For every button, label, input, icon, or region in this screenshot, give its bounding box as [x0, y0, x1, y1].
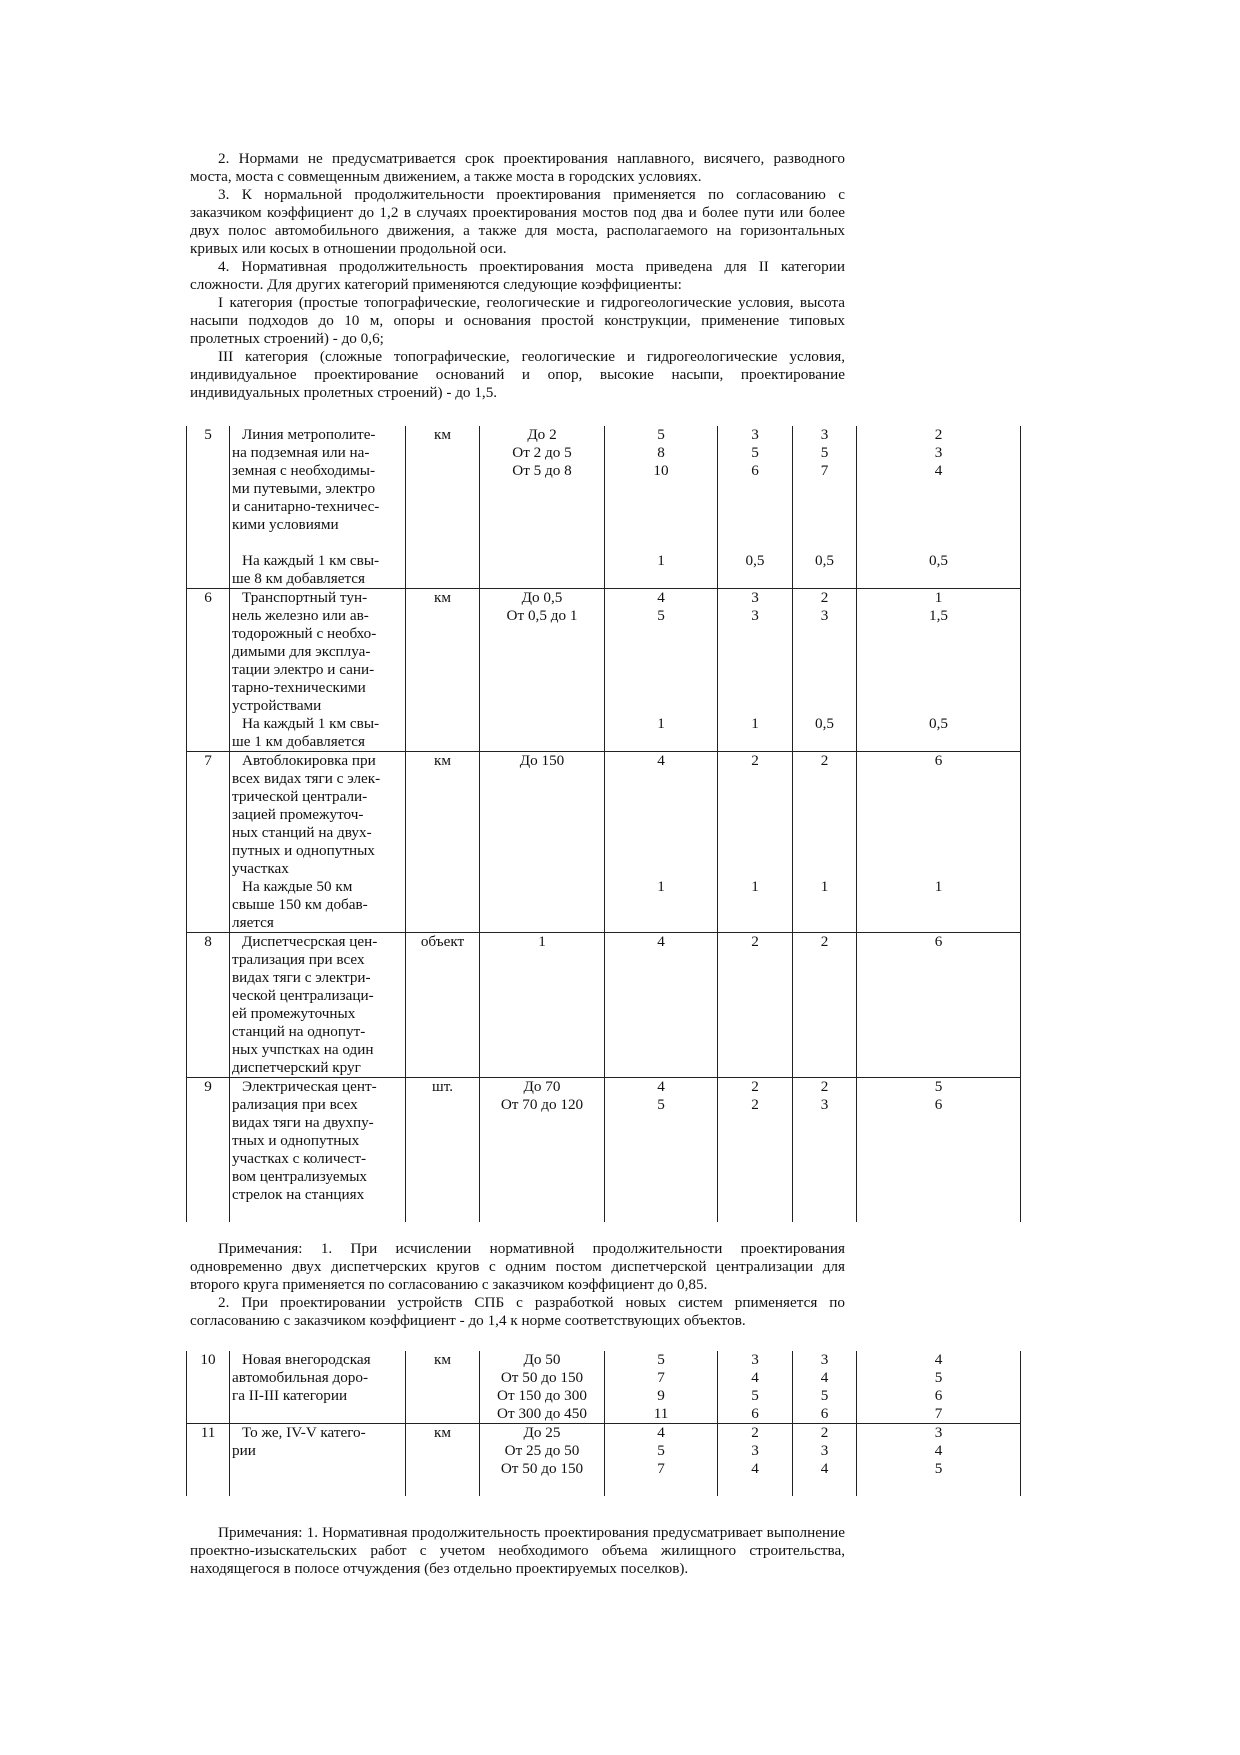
blank-line: [718, 661, 792, 679]
blank-line: [232, 1460, 403, 1478]
object-name-line: зацией промежуточ-: [232, 806, 364, 823]
duration-cell-4: [857, 1424, 1021, 1497]
blank-line: [605, 770, 717, 788]
blank-line: [793, 516, 856, 534]
blank-line: [857, 860, 1020, 878]
object-name-line: тодорожный с необхо-: [232, 625, 377, 642]
additional-duration-value: 0,5: [815, 552, 834, 569]
note-paragraph: 2. При проектировании устройств СПБ с разработкой новых систем рпименяется по согласованию с заказчиком коэффициент - до 1,4 к норме соответствующих объектов.: [190, 1294, 845, 1329]
capacity-range: До 2: [527, 426, 557, 443]
duration-value: 3: [820, 1096, 829, 1113]
duration-value: 2: [934, 426, 943, 443]
object-name-cell: [230, 1351, 406, 1424]
row-number: 5: [204, 426, 212, 443]
blank-line: [718, 788, 792, 806]
blank-line: [857, 661, 1020, 679]
duration-cell-2: [718, 1351, 793, 1424]
duration-value: 9: [657, 1387, 665, 1404]
duration-value: 1: [934, 589, 943, 606]
duration-value: 2: [751, 1078, 759, 1095]
duration-cell-1: [605, 1078, 718, 1223]
blank-line: [857, 806, 1020, 824]
duration-value: 2: [820, 933, 829, 950]
additional-note-line: На каждые 50 км: [242, 878, 353, 895]
object-name-line: нель железно или ав-: [232, 607, 369, 624]
capacity-range: От 50 до 150: [500, 1460, 584, 1477]
duration-value: 2: [820, 1078, 829, 1095]
row-number: 8: [204, 933, 212, 950]
capacity-range-cell: [480, 933, 605, 1078]
row-number-cell: [187, 1351, 230, 1424]
duration-cell-3: [793, 752, 857, 933]
object-name-line: вом централизуемых: [232, 1168, 367, 1185]
blank-line: [605, 643, 717, 661]
object-name-line: путных и однопутных: [232, 842, 375, 859]
note-paragraph: Примечания: 1. При исчислении нормативной продолжительности проектирования одновременно двух диспетчерских кругов с одним постом диспетчерской централизации для второго круга применяется по согласованию с заказчиком коэффициент до 0,85.: [190, 1240, 845, 1293]
additional-duration-value: 1: [751, 715, 759, 732]
duration-value: 3: [820, 1442, 829, 1459]
duration-cell-4: [857, 426, 1021, 589]
object-name-line: ей промежуточных: [232, 1005, 356, 1022]
duration-value: 5: [657, 1442, 665, 1459]
capacity-range-cell: [480, 1424, 605, 1497]
duration-value: 11: [653, 1405, 669, 1422]
blank-line: [605, 842, 717, 860]
duration-value: 5: [751, 444, 759, 461]
object-name-line: ных учпстках на один: [232, 1041, 374, 1058]
object-name-line: димыми для эксплуа-: [232, 643, 371, 660]
row-number-cell: [187, 589, 230, 752]
duration-value: 6: [820, 1405, 829, 1422]
table-row: [187, 1351, 1021, 1424]
blank-line: [605, 806, 717, 824]
blank-line: [718, 697, 792, 715]
norms-table-1: [186, 426, 1021, 1222]
blank-line: [793, 697, 856, 715]
duration-value: 3: [934, 444, 943, 461]
object-name-line: Новая внегородская: [242, 1351, 371, 1368]
object-name-line: стрелок на станциях: [232, 1186, 365, 1203]
intro-paragraph: 2. Нормами не предусматривается срок проектирования наплавного, висячего, разводного моста, моста с совмещенным движением, а также моста в городских условиях.: [190, 150, 845, 185]
blank-line: [857, 534, 1020, 552]
object-name-cell: [230, 589, 406, 752]
duration-value: 2: [751, 752, 759, 769]
capacity-range: От 50 до 150: [500, 1369, 584, 1386]
blank-line: [857, 679, 1020, 697]
blank-line: [793, 625, 856, 643]
duration-cell-4: [857, 933, 1021, 1078]
row-number: 11: [200, 1424, 216, 1441]
capacity-range: До 0,5: [521, 589, 563, 606]
blank-line: [718, 643, 792, 661]
duration-value: 3: [820, 426, 829, 443]
unit-cell: [406, 752, 480, 933]
additional-duration-value: 0,5: [929, 552, 948, 569]
additional-note-line: ше 1 км добавляется: [232, 733, 366, 750]
blank-line: [605, 679, 717, 697]
duration-cell-3: [793, 589, 857, 752]
additional-duration-value: 0,5: [815, 715, 834, 732]
duration-cell-1: [605, 1424, 718, 1497]
unit-cell: [406, 933, 480, 1078]
duration-cell-1: [605, 933, 718, 1078]
unit-value: шт.: [432, 1078, 453, 1095]
duration-value: 2: [820, 1424, 829, 1441]
duration-value: 5: [820, 1387, 829, 1404]
blank-line: [718, 842, 792, 860]
duration-value: 4: [657, 933, 665, 950]
duration-value: 6: [751, 462, 759, 479]
object-name-line: участках: [232, 860, 289, 877]
blank-line: [232, 534, 403, 552]
duration-cell-3: [793, 1078, 857, 1223]
object-name-cell: [230, 1078, 406, 1223]
object-name-line: га II-III категории: [232, 1387, 348, 1404]
unit-cell: [406, 1424, 480, 1497]
object-name-line: устройствами: [232, 697, 322, 714]
blank-line: [793, 824, 856, 842]
duration-cell-2: [718, 589, 793, 752]
additional-note-line: ляется: [232, 914, 274, 931]
blank-line: [793, 480, 856, 498]
object-name-cell: [230, 1424, 406, 1497]
duration-value: 5: [657, 426, 665, 443]
capacity-range-cell: [480, 1078, 605, 1223]
row-number-cell: [187, 1424, 230, 1497]
row-number-cell: [187, 426, 230, 589]
duration-cell-3: [793, 1424, 857, 1497]
blank-line: [793, 534, 856, 552]
object-name-line: видах тяги с электри-: [232, 969, 371, 986]
unit-value: км: [434, 752, 451, 769]
blank-line: [605, 534, 717, 552]
duration-value: 4: [657, 752, 665, 769]
capacity-range: До 50: [523, 1351, 561, 1368]
blank-line: [605, 480, 717, 498]
capacity-range: От 2 до 5: [512, 444, 572, 461]
duration-value: 6: [934, 1096, 943, 1113]
capacity-range: От 5 до 8: [512, 462, 572, 479]
capacity-range: От 70 до 120: [500, 1096, 584, 1113]
duration-value: 5: [820, 444, 829, 461]
row-number: 9: [204, 1078, 212, 1095]
object-name-line: ми путевыми, электро: [232, 480, 376, 497]
duration-value: 3: [751, 1351, 759, 1368]
blank-line: [857, 643, 1020, 661]
duration-value: 4: [934, 1442, 943, 1459]
duration-value: 4: [657, 1424, 665, 1441]
duration-value: 4: [657, 1078, 665, 1095]
additional-duration-value: 0,5: [745, 552, 765, 569]
unit-value: объект: [420, 933, 465, 950]
blank-line: [857, 480, 1020, 498]
row-number: 6: [204, 589, 212, 606]
additional-note-line: На каждый 1 км свы-: [242, 715, 380, 732]
blank-line: [857, 842, 1020, 860]
duration-value: 4: [657, 589, 665, 606]
object-name-line: всех видах тяги с элек-: [232, 770, 381, 787]
blank-line: [857, 625, 1020, 643]
object-name-line: Диспетчесрская цен-: [242, 933, 378, 950]
table-row: [187, 1078, 1021, 1223]
blank-line: [793, 842, 856, 860]
blank-line: [718, 498, 792, 516]
duration-cell-3: [793, 426, 857, 589]
additional-duration-value: 1: [657, 878, 665, 895]
notes-block-2: [190, 1524, 845, 1578]
object-name-line: диспетчерский круг: [232, 1059, 361, 1076]
duration-value: 7: [657, 1369, 665, 1386]
duration-cell-2: [718, 426, 793, 589]
duration-value: 2: [751, 1424, 759, 1441]
intro-paragraph: 3. К нормальной продолжительности проектирования применяется по согласованию с заказчиком коэффициент до 1,2 в случаях проектирования мостов под два и более пути или более двух полос автомобильного движения, а также для моста, располагаемого на горизонтальных кривых или косых в отношении продольной оси.: [190, 186, 845, 257]
duration-value: 7: [934, 1405, 943, 1422]
blank-line: [605, 824, 717, 842]
duration-cell-2: [718, 752, 793, 933]
duration-value: 3: [751, 589, 759, 606]
note-paragraph: Примечания: 1. Нормативная продолжительность проектирования предусматривает выполнение проектно-изыскательских работ с учетом необходимого объема жилищного строительства, находящегося в полосе отчуждения (без отдельно проектируемых поселков).: [190, 1524, 845, 1577]
intro-paragraph: 4. Нормативная продолжительность проектирования моста приведена для II категории сложности. Для других категорий применяются следующие коэффициенты:: [190, 258, 845, 293]
blank-line: [793, 679, 856, 697]
duration-cell-2: [718, 1424, 793, 1497]
duration-value: 6: [934, 933, 943, 950]
blank-line: [232, 1405, 403, 1423]
duration-cell-1: [605, 752, 718, 933]
row-number: 10: [200, 1351, 216, 1368]
object-name-line: автомобильная доро-: [232, 1369, 369, 1386]
blank-line: [605, 697, 717, 715]
object-name-cell: [230, 933, 406, 1078]
additional-duration-value: 0,5: [929, 715, 948, 732]
blank-line: [793, 643, 856, 661]
blank-line: [718, 625, 792, 643]
blank-line: [793, 661, 856, 679]
duration-value: 2: [820, 752, 829, 769]
duration-value: 5: [934, 1369, 943, 1386]
duration-value: 2: [751, 933, 759, 950]
duration-value: 5: [657, 607, 665, 624]
capacity-range: От 300 до 450: [497, 1405, 587, 1422]
duration-cell-2: [718, 933, 793, 1078]
unit-cell: [406, 1078, 480, 1223]
object-name-line: земная с необходимы-: [232, 462, 376, 479]
additional-duration-value: 1: [751, 878, 759, 895]
additional-duration-value: 1: [934, 878, 943, 895]
duration-cell-4: [857, 589, 1021, 752]
blank-line: [857, 788, 1020, 806]
blank-line: [718, 860, 792, 878]
unit-cell: [406, 1351, 480, 1424]
additional-duration-value: 1: [820, 878, 829, 895]
object-name-line: трической централи-: [232, 788, 368, 805]
object-name-line: тации электро и сани-: [232, 661, 375, 678]
additional-duration-value: 1: [657, 715, 665, 732]
object-name-line: и санитарно-техничес-: [232, 498, 380, 515]
blank-line: [718, 480, 792, 498]
norms-table-2: [186, 1351, 1021, 1496]
blank-line: [718, 534, 792, 552]
additional-note-line: свыше 150 км добав-: [232, 896, 368, 913]
blank-line: [605, 625, 717, 643]
unit-value: км: [434, 1424, 451, 1441]
object-name-line: То же, IV-V катего-: [242, 1424, 366, 1441]
duration-cell-3: [793, 933, 857, 1078]
blank-line: [857, 824, 1020, 842]
duration-value: 5: [934, 1078, 943, 1095]
blank-line: [857, 498, 1020, 516]
object-name-line: станций на однопут-: [232, 1023, 366, 1040]
blank-line: [793, 498, 856, 516]
duration-value: 6: [751, 1405, 759, 1422]
object-name-line: кими условиями: [232, 516, 339, 533]
notes-block-1: [190, 1240, 845, 1330]
blank-line: [605, 788, 717, 806]
blank-line: [718, 770, 792, 788]
capacity-range: До 150: [519, 752, 565, 769]
object-name-cell: [230, 752, 406, 933]
capacity-range: От 0,5 до 1: [506, 607, 578, 624]
capacity-range-cell: [480, 1351, 605, 1424]
duration-cell-4: [857, 1351, 1021, 1424]
capacity-range: До 70: [523, 1078, 561, 1095]
blank-line: [793, 806, 856, 824]
duration-cell-4: [857, 752, 1021, 933]
duration-value: 3: [751, 1442, 759, 1459]
blank-line: [857, 516, 1020, 534]
duration-value: 3: [820, 607, 829, 624]
capacity-range: 1: [538, 933, 546, 950]
blank-line: [857, 770, 1020, 788]
additional-duration-value: 1: [657, 552, 665, 569]
duration-value: 4: [820, 1460, 829, 1477]
object-name-line: видах тяги на двухпу-: [232, 1114, 374, 1131]
duration-value: 4: [934, 462, 943, 479]
duration-value: 2: [820, 589, 829, 606]
blank-line: [718, 516, 792, 534]
duration-value: 4: [820, 1369, 829, 1386]
intro-text: [190, 150, 845, 402]
duration-cell-1: [605, 589, 718, 752]
duration-cell-2: [718, 1078, 793, 1223]
object-name-line: рии: [232, 1442, 256, 1459]
object-name-line: Транспортный тун-: [242, 589, 368, 606]
duration-cell-1: [605, 1351, 718, 1424]
object-name-line: трализация при всех: [232, 951, 365, 968]
duration-value: 5: [657, 1096, 665, 1113]
object-name-line: Электрическая цент-: [242, 1078, 377, 1095]
blank-line: [605, 498, 717, 516]
table-row: [187, 589, 1021, 752]
additional-note-line: ше 8 км добавляется: [232, 570, 366, 587]
object-name-line: рализация при всех: [232, 1096, 358, 1113]
additional-note-line: На каждый 1 км свы-: [242, 552, 380, 569]
blank-line: [793, 770, 856, 788]
blank-line: [605, 860, 717, 878]
blank-line: [718, 824, 792, 842]
object-name-cell: [230, 426, 406, 589]
unit-cell: [406, 589, 480, 752]
table-row: [187, 426, 1021, 589]
unit-cell: [406, 426, 480, 589]
object-name-line: на подземная или на-: [232, 444, 370, 461]
duration-value: 5: [934, 1460, 943, 1477]
capacity-range-cell: [480, 426, 605, 589]
blank-line: [605, 661, 717, 679]
capacity-range-cell: [480, 752, 605, 933]
blank-line: [793, 860, 856, 878]
unit-value: км: [434, 589, 451, 606]
capacity-range: До 25: [523, 1424, 561, 1441]
duration-value: 5: [751, 1387, 759, 1404]
duration-value: 4: [751, 1369, 759, 1386]
intro-paragraph: I категория (простые топографические, геологические и гидрогеологические условия, высота насыпи подходов до 10 м, опоры и основания простой конструкции, применение типовых пролетных строений) - до 0,6;: [190, 294, 845, 347]
table-row: [187, 933, 1021, 1078]
duration-value: 3: [820, 1351, 829, 1368]
row-number-cell: [187, 1078, 230, 1223]
capacity-range: От 25 до 50: [504, 1442, 580, 1459]
duration-cell-1: [605, 426, 718, 589]
table-row: [187, 752, 1021, 933]
duration-value: 7: [657, 1460, 665, 1477]
row-number-cell: [187, 752, 230, 933]
duration-value: 8: [657, 444, 665, 461]
object-name-line: ных станций на двух-: [232, 824, 372, 841]
duration-value: 7: [820, 462, 829, 479]
blank-line: [605, 516, 717, 534]
capacity-range-cell: [480, 589, 605, 752]
blank-line: [857, 697, 1020, 715]
blank-line: [793, 788, 856, 806]
duration-value: 2: [751, 1096, 759, 1113]
duration-value: 6: [934, 1387, 943, 1404]
blank-line: [718, 679, 792, 697]
intro-paragraph: III категория (сложные топографические, геологические и гидрогеологические условия, индивидуальное проектирование оснований и опор, высокие насыпи, проектирование индивидуальных пролетных строений) - до 1,5.: [190, 348, 845, 401]
blank-line: [718, 806, 792, 824]
object-name-line: Автоблокировка при: [242, 752, 376, 769]
duration-value: 10: [653, 462, 669, 479]
unit-value: км: [434, 1351, 451, 1368]
duration-value: 3: [751, 426, 759, 443]
table-row: [187, 1424, 1021, 1497]
object-name-line: тарно-техническими: [232, 679, 366, 696]
row-number-cell: [187, 933, 230, 1078]
duration-value: 4: [751, 1460, 759, 1477]
unit-value: км: [434, 426, 451, 443]
duration-value: 5: [657, 1351, 665, 1368]
object-name-line: участках с количест-: [232, 1150, 367, 1167]
capacity-range: От 150 до 300: [497, 1387, 587, 1404]
object-name-line: Линия метрополите-: [242, 426, 376, 443]
row-number: 7: [204, 752, 212, 769]
duration-value: 1,5: [929, 607, 948, 624]
duration-value: 3: [934, 1424, 943, 1441]
duration-value: 4: [934, 1351, 943, 1368]
object-name-line: тных и однопутных: [232, 1132, 360, 1149]
duration-value: 3: [751, 607, 759, 624]
duration-value: 6: [934, 752, 943, 769]
duration-cell-3: [793, 1351, 857, 1424]
duration-cell-4: [857, 1078, 1021, 1223]
object-name-line: ческой централизаци-: [232, 987, 374, 1004]
